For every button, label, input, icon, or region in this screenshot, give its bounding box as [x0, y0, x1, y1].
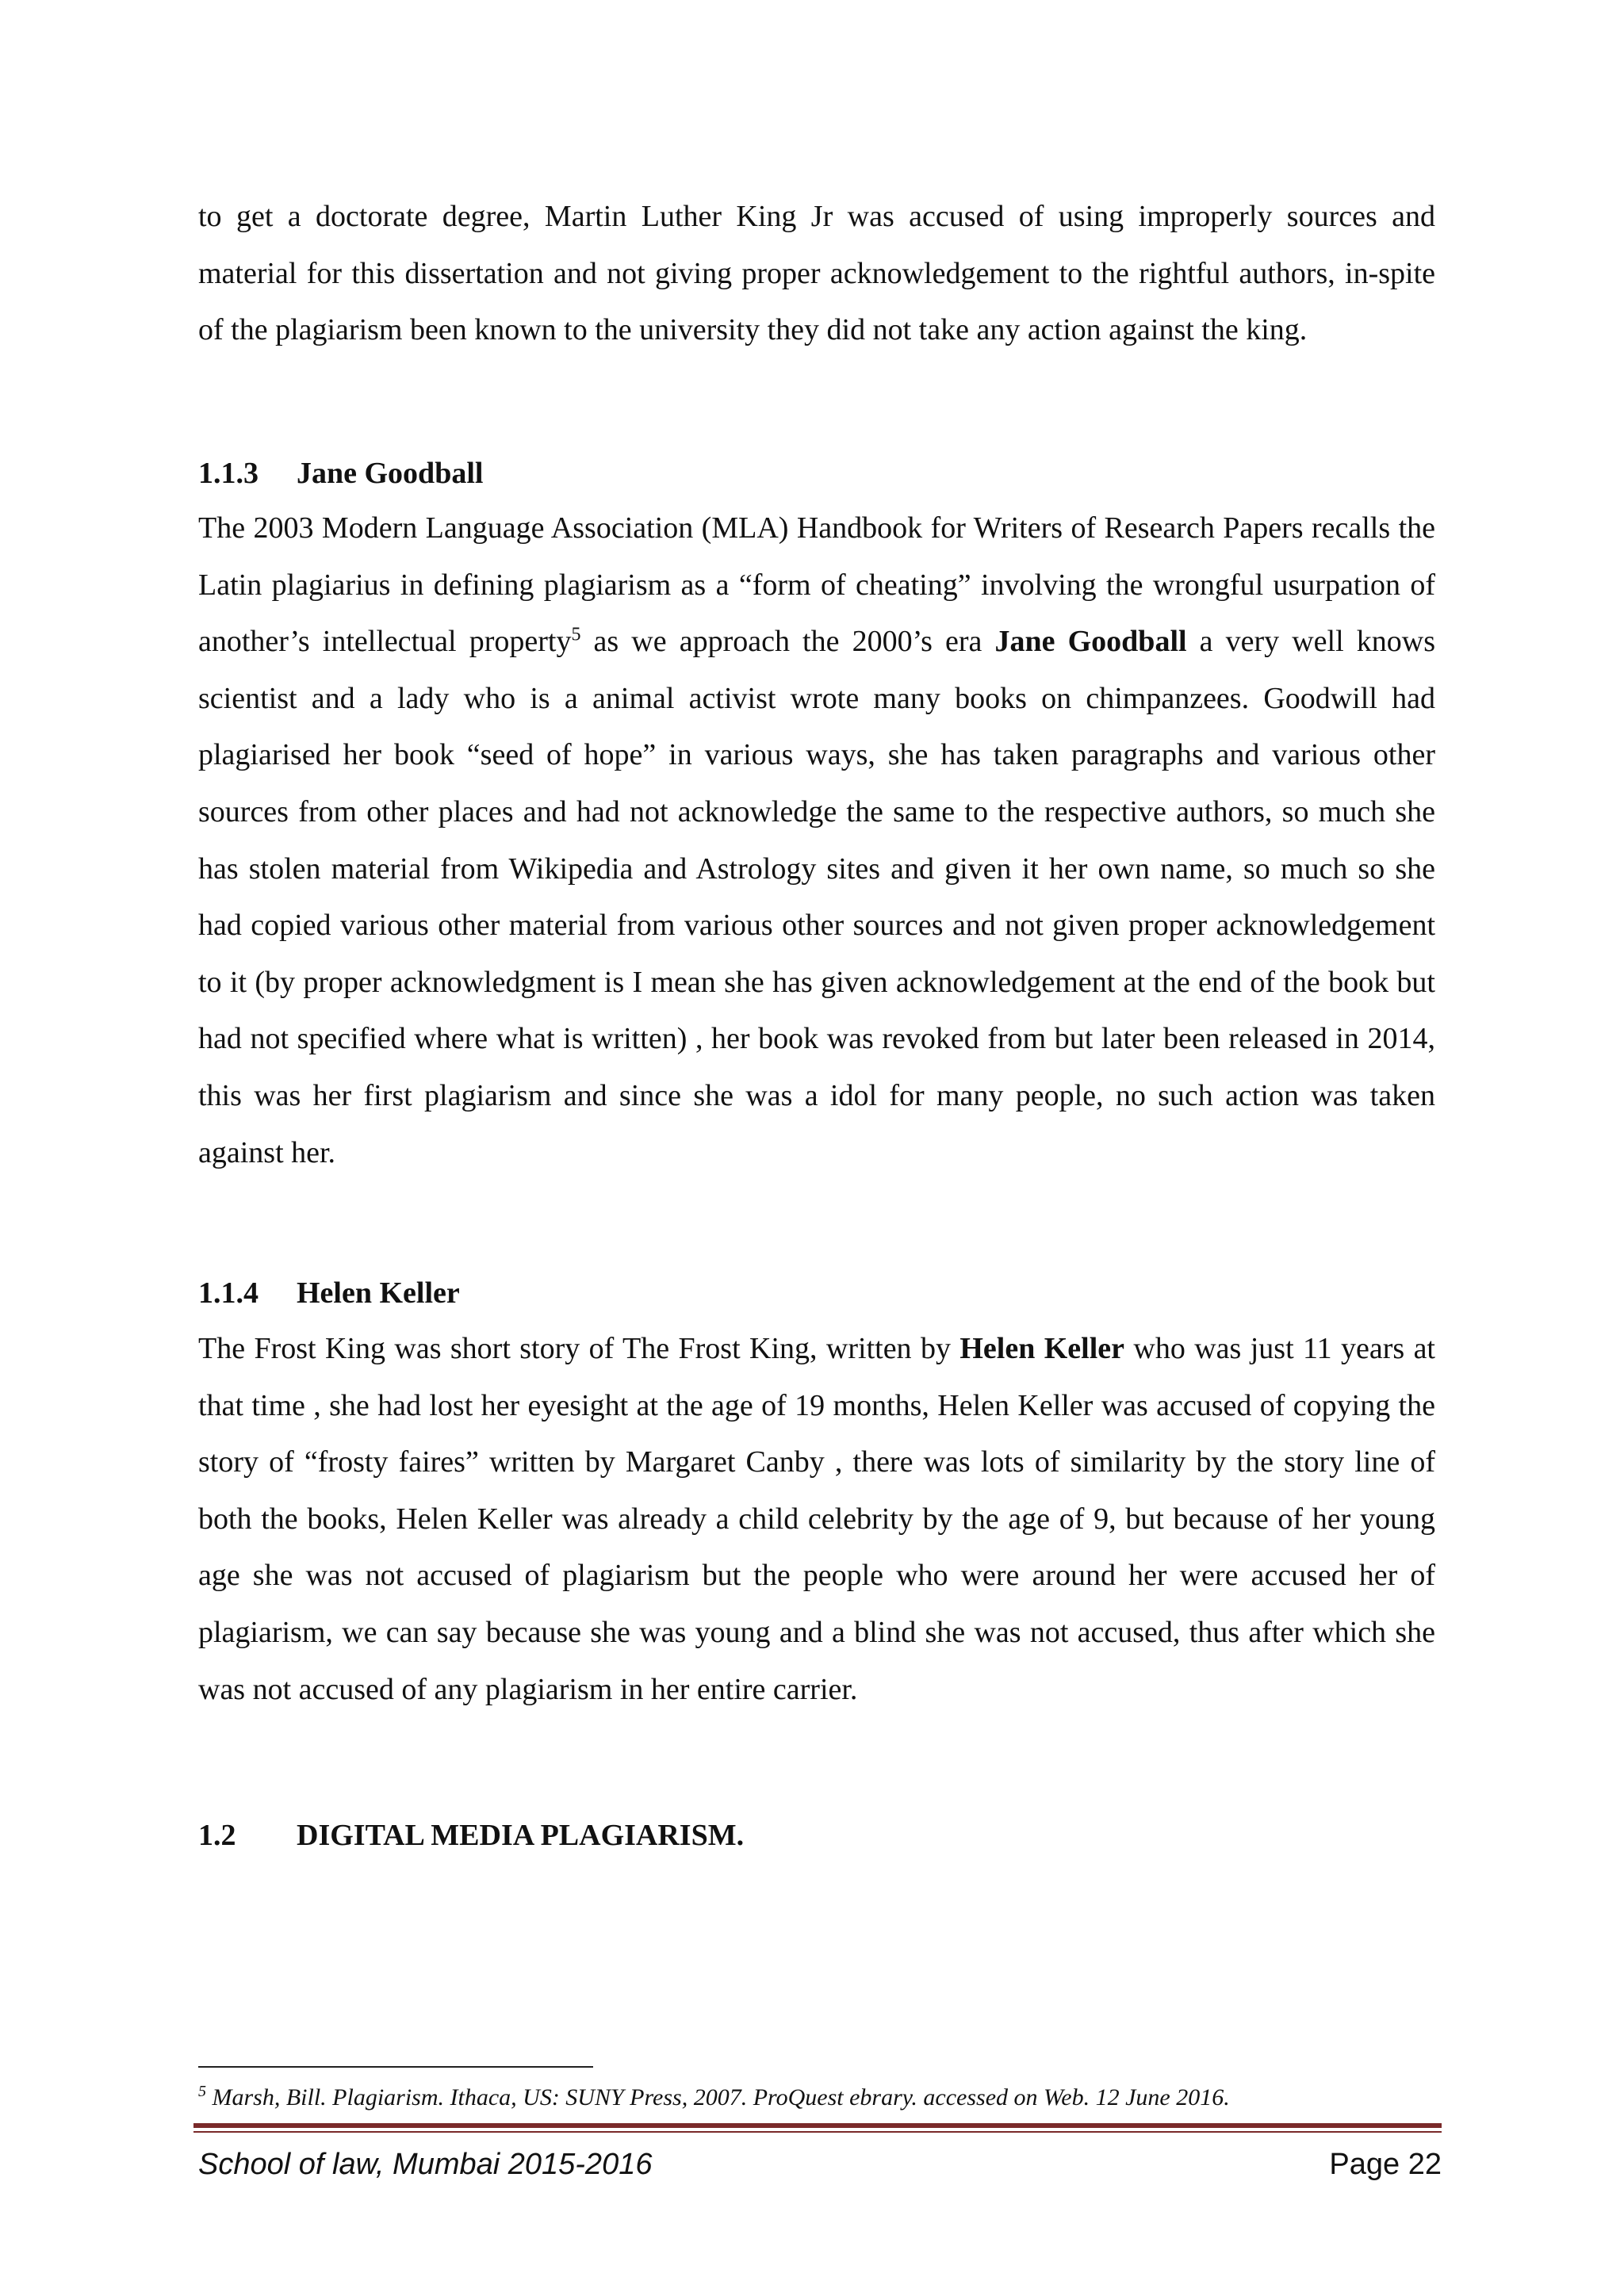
footer-institution: School of law, Mumbai 2015-2016: [198, 2148, 653, 2181]
section-1-1-4-paragraph: [198, 1321, 1435, 1718]
paragraph-text: a very well knows scientist and a lady who is a animal activist wrote many books on chimpanzees. Goodwill had plagiarised her book “seed of hope” in various ways, she has taken paragraphs and various other sources from other places and had not acknowledge the same to the respective authors, so much she has stolen material from Wikipedia and Astrology sites and given it her own name, so much so she had copied various other material from various other sources and not given proper acknowledgement to it (by proper acknowledgment is I mean she has given acknowledgement at the end of the book but had not specified where what is written) , her book was revoked from but later been released in 2014, this was her first plagiarism and since she was a idol for many people, no such action was taken against her.: [198, 625, 1435, 1169]
paragraph-text: The Frost King was short story of The Frost King, written by: [198, 1332, 960, 1365]
section-number: 1.2: [198, 1819, 236, 1852]
page-number: Page 22: [1329, 2148, 1442, 2181]
section-1-2-heading-block: [198, 1816, 1435, 1855]
footer-rule-thin: [193, 2131, 1442, 2133]
footnote: [198, 2082, 1435, 2114]
intro-paragraph: to get a doctorate degree, Martin Luther King Jr was accused of using improperly sources and material for this dissertation and not giving proper acknowledgement to the rightful authors, in-spite of the plagiarism been known to the university they did not take any action against the king.: [198, 200, 1435, 347]
section-1-1-4-heading-block: [198, 1273, 1435, 1313]
footnote-reference[interactable]: 5: [571, 624, 581, 645]
section-title: Helen Keller: [297, 1276, 460, 1310]
section-1-1-3-heading-block: [198, 453, 1435, 493]
paragraph-text: who was just 11 years at that time , she had lost her eyesight at the age of 19 months, Helen Keller was accused of copying the story of “frosty faires” written by Margaret Canby , there was lots of similarity by the story line of both the books, Helen Keller was already a child celebrity by the age of 9, but because of her young age she was not accused of plagiarism but the people who were around her were accused her of plagiarism, we can say because she was young and a blind she was not accused, thus after which she was not accused of any plagiarism in her entire carrier.: [198, 1332, 1435, 1706]
section-1-1-4-body: [198, 1321, 1435, 1718]
paragraph-text: as we approach the 2000’s era: [580, 625, 995, 659]
bold-name: Helen Keller: [959, 1332, 1124, 1365]
bold-name: Jane Goodball: [994, 625, 1187, 659]
section-1-1-3-body: [198, 500, 1435, 1181]
section-heading-1-1-4: [198, 1273, 1435, 1313]
intro-block: [198, 189, 1435, 359]
footnote-text: Marsh, Bill. Plagiarism. Ithaca, US: SUNY Press, 2007. ProQuest ebrary. accessed on Web. 12 June 2016.: [206, 2084, 1230, 2110]
page-footer: [198, 2141, 1442, 2188]
section-heading-1-1-3: [198, 453, 1435, 493]
section-heading-1-2: [198, 1816, 1435, 1855]
section-number: 1.1.3: [198, 457, 259, 490]
paragraph-text: The 2003 Modern Language Association (MLA) Handbook for Writers of Research Papers recalls the Latin plagiarius in defining plagiarism as a “form of cheating” involving the wrongful usurpation of another’s intellectual property: [198, 511, 1435, 659]
section-number: 1.1.4: [198, 1276, 259, 1310]
section-title: DIGITAL MEDIA PLAGIARISM.: [297, 1819, 745, 1852]
footnote-divider: [198, 2066, 593, 2068]
section-title: Jane Goodball: [297, 457, 484, 490]
section-1-1-3-paragraph: [198, 500, 1435, 1181]
footer-rule-thick: [193, 2123, 1442, 2128]
footnote-mark: 5: [198, 2083, 206, 2100]
